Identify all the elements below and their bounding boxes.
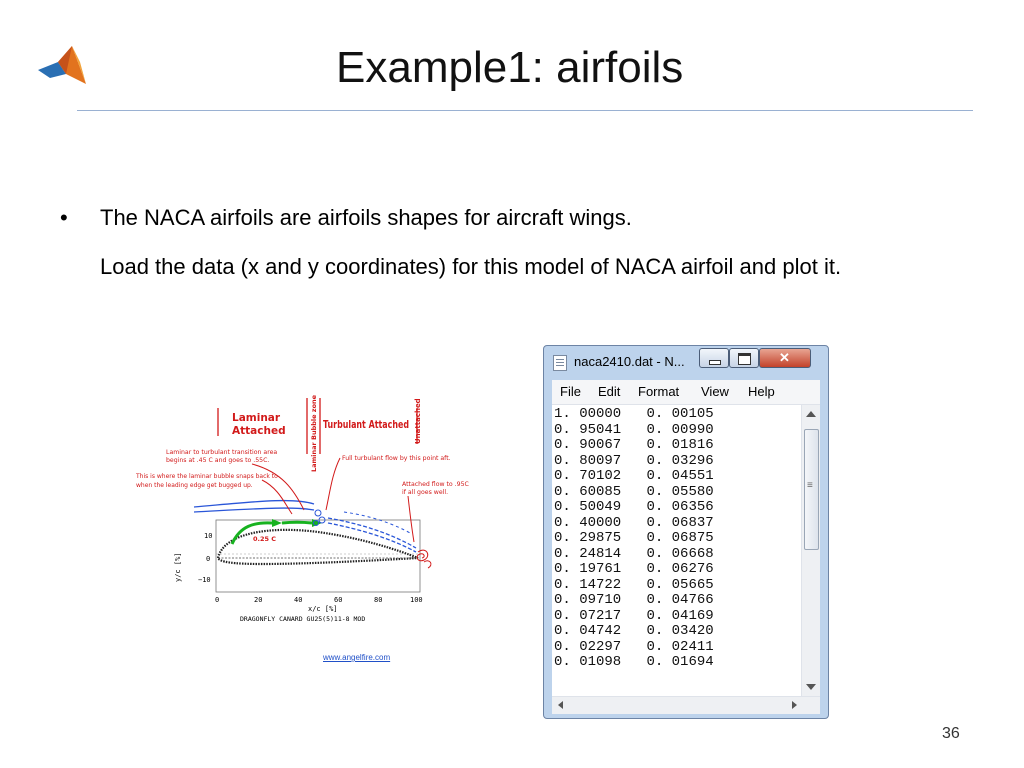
y-tick: −10	[198, 576, 211, 584]
pointer-line	[408, 496, 414, 542]
text-line	[554, 485, 802, 501]
menu-help[interactable]: Help	[748, 384, 775, 399]
full-turbulant-note: Full turbulant flow by this point aft.	[342, 455, 451, 462]
y-tick: 0	[206, 555, 211, 563]
scroll-thumb[interactable]	[804, 429, 819, 550]
scroll-up-icon[interactable]	[806, 411, 816, 417]
x-tick: 40	[294, 596, 303, 604]
plot-caption: DRAGONFLY CANARD GU25(5)11-8 MOD	[240, 615, 366, 623]
pointer-line	[252, 464, 304, 510]
transition-note: Laminar to turbulant transition area begins at .45 C and goes to .55C.	[166, 449, 278, 464]
laminar-flow-arrow	[282, 522, 312, 523]
menu-format[interactable]: Format	[638, 384, 680, 399]
x-tick: 60	[334, 596, 343, 604]
x-value: 0. 70102	[554, 468, 622, 484]
wake-swirl	[417, 550, 428, 561]
chord-mark-label: 0.25 C	[253, 535, 277, 543]
turbulent-flow-line	[194, 501, 314, 507]
text-area[interactable]	[552, 405, 802, 696]
vertical-scrollbar[interactable]	[801, 405, 820, 696]
bullet-dot-icon: •	[60, 205, 68, 230]
x-value: 0. 24814	[554, 545, 622, 562]
title-divider	[77, 110, 973, 111]
window-title: naca2410.dat - N...	[574, 354, 685, 369]
y-value: 0. 04551	[646, 468, 714, 484]
text-line	[554, 454, 802, 470]
x-value: 0. 04742	[554, 623, 622, 639]
bullet-text: The NACA airfoils are airfoils shapes for aircraft wings.	[100, 205, 632, 230]
y-value: 0. 06875	[646, 530, 714, 546]
horizontal-scrollbar[interactable]	[552, 696, 820, 714]
notepad-client	[552, 380, 820, 713]
y-value: 0. 06837	[646, 514, 714, 531]
source-link[interactable]: www.angelfire.com	[323, 653, 391, 662]
x-value: 0. 60085	[554, 483, 622, 500]
notepad-app-icon	[553, 355, 567, 371]
x-value: 0. 02297	[554, 638, 622, 655]
y-axis-label: y/c [%]	[174, 552, 182, 582]
airfoil-figure	[132, 392, 492, 672]
y-value: 0. 02411	[646, 638, 714, 655]
attached-flow-note: Attached flow to .95C if all goes well.	[402, 481, 469, 496]
x-value: 0. 90067	[554, 437, 622, 453]
x-tick: 0	[215, 596, 220, 604]
text-line	[554, 407, 802, 423]
text-line	[554, 423, 802, 439]
x-value: 0. 14722	[554, 576, 622, 593]
text-line	[554, 609, 802, 625]
plot-frame	[216, 520, 420, 592]
x-value: 0. 07217	[554, 607, 622, 624]
x-tick: 80	[374, 596, 383, 604]
x-value: 0. 19761	[554, 561, 622, 577]
text-line	[554, 562, 802, 578]
laminar-attached-label: Laminar Attached	[232, 412, 286, 437]
close-button[interactable]	[759, 348, 811, 368]
text-line	[554, 547, 802, 563]
menu-view[interactable]: View	[701, 384, 729, 399]
y-value: 0. 05665	[646, 576, 714, 593]
y-value: 0. 03296	[646, 452, 714, 469]
text-line	[554, 578, 802, 594]
text-line	[554, 640, 802, 656]
window-titlebar[interactable]	[544, 346, 828, 380]
text-line	[554, 624, 802, 640]
bubble-snap-note: This is where the laminar bubble snaps back to when the leading edge get bugged up.	[136, 473, 278, 489]
bullet-list	[60, 200, 960, 286]
text-line	[554, 655, 802, 671]
y-value: 0. 06276	[646, 561, 714, 577]
y-value: 0. 04766	[646, 592, 714, 608]
x-value: 0. 40000	[554, 514, 622, 531]
text-line	[554, 438, 802, 454]
menu-edit[interactable]: Edit	[598, 384, 621, 399]
y-value: 0. 01816	[646, 437, 714, 453]
matlab-logo-icon	[36, 44, 88, 88]
y-value: 0. 06356	[646, 499, 714, 515]
bubble-zone-label: Laminar Bubble zone	[310, 394, 318, 472]
wake-swirl	[424, 561, 431, 568]
y-value: 0. 05580	[646, 483, 714, 500]
menu-bar	[552, 380, 820, 405]
pointer-line	[326, 458, 340, 510]
y-value: 0. 00105	[646, 406, 714, 422]
x-value: 0. 29875	[554, 530, 622, 546]
minimize-button[interactable]	[699, 348, 729, 368]
text-line	[554, 531, 802, 547]
text-line	[554, 500, 802, 516]
y-tick: 10	[204, 532, 213, 540]
x-value: 0. 80097	[554, 452, 622, 469]
menu-file[interactable]: File	[560, 384, 581, 399]
scroll-down-icon[interactable]	[806, 684, 816, 690]
turbulent-flow-line	[194, 508, 314, 512]
y-value: 0. 06668	[646, 545, 714, 562]
text-line	[554, 516, 802, 532]
bubble-swirl	[315, 510, 321, 516]
text-line	[554, 593, 802, 609]
bullet-continuation: Load the data (x and y coordinates) for this model of NACA airfoil and plot it.	[100, 254, 842, 279]
x-axis-label: x/c [%]	[308, 605, 338, 613]
x-tick: 100	[410, 596, 423, 604]
slide-title: Example1: airfoils	[336, 43, 684, 92]
x-value: 0. 95041	[554, 421, 622, 438]
scroll-right-icon[interactable]	[792, 701, 797, 709]
x-value: 0. 50049	[554, 499, 622, 515]
unattached-label: Unattached	[414, 398, 422, 444]
scroll-left-icon[interactable]	[558, 701, 563, 709]
y-value: 0. 00990	[646, 421, 714, 438]
x-value: 0. 09710	[554, 592, 622, 608]
turbulant-attached-label: Turbulant Attached	[323, 419, 409, 431]
y-value: 0. 04169	[646, 607, 714, 624]
maximize-button[interactable]	[729, 348, 759, 368]
text-line	[554, 469, 802, 485]
y-value: 0. 03420	[646, 623, 714, 639]
notepad-window	[543, 345, 829, 719]
y-value: 0. 01694	[646, 654, 714, 670]
x-value: 1. 00000	[554, 406, 622, 422]
x-value: 0. 01098	[554, 654, 622, 670]
page-number: 36	[942, 725, 960, 742]
bullet-item	[60, 200, 960, 236]
x-tick: 20	[254, 596, 263, 604]
turbulent-flow-line	[328, 523, 416, 552]
